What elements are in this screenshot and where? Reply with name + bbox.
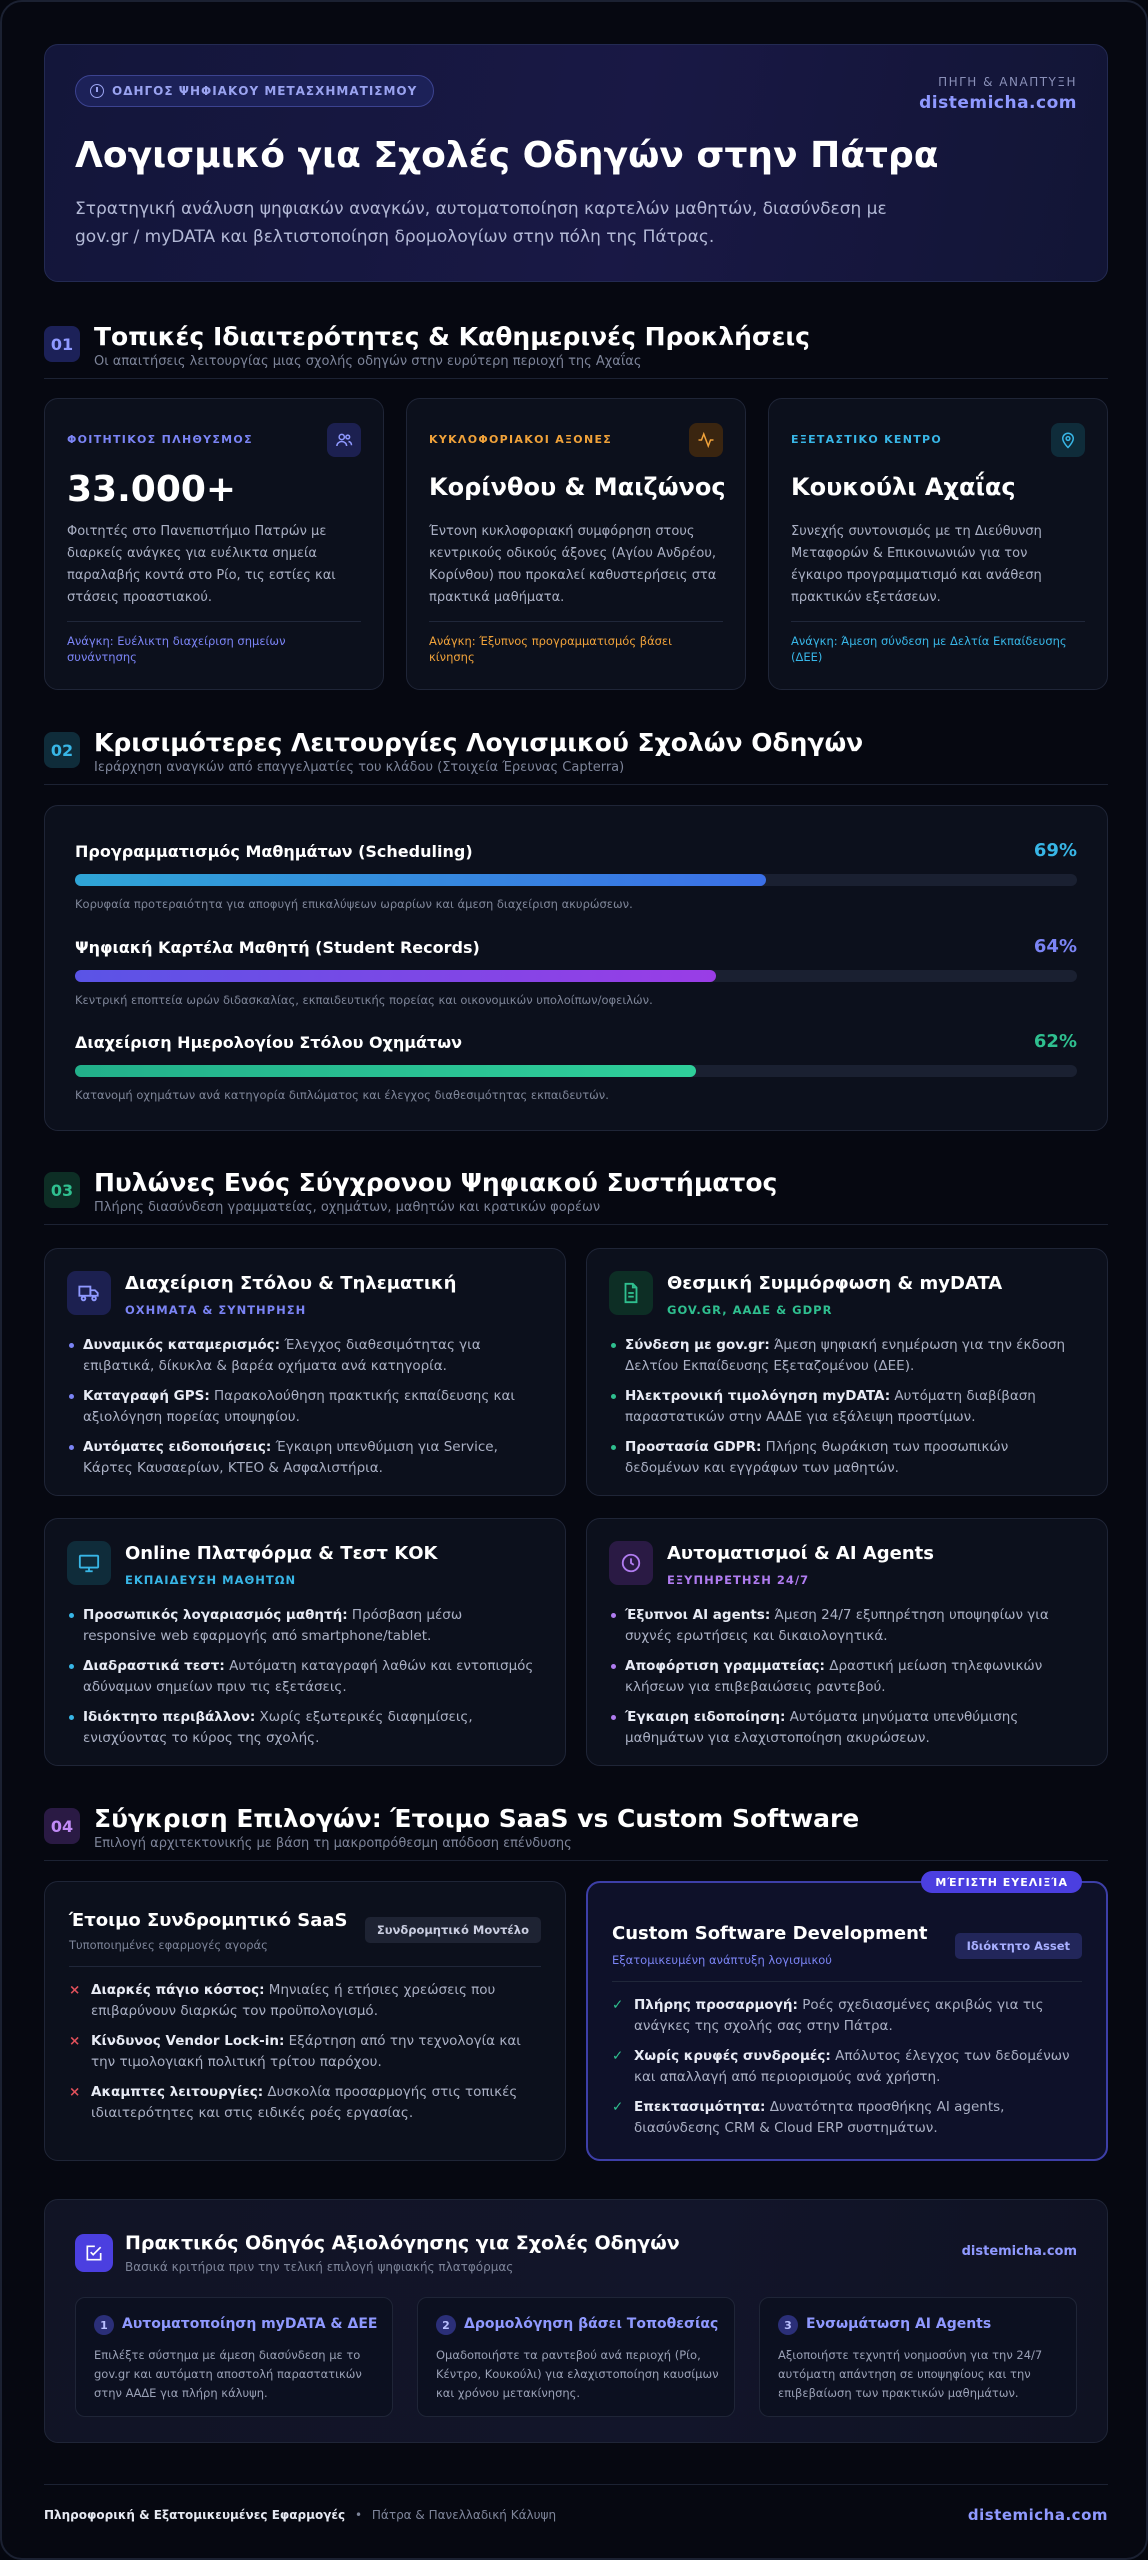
option-subtitle: Τυποποιημένες εφαρμογές αγοράς — [69, 1938, 268, 1952]
list-item: × Διαρκές πάγιο κόστος: Μηνιαίες ή ετήσιες χρεώσεις που επιβαρύνουν διαρκώς τον προϋπολογισμό. — [69, 1982, 496, 2019]
document-icon — [609, 1271, 653, 1315]
step-title: Δρομολόγηση βάσει Τοποθεσίας — [464, 2316, 719, 2332]
pillar-title: Θεσμική Συμμόρφωση & myDATA — [667, 1273, 1003, 1294]
list-item: ✓ Χωρίς κρυφές συνδρομές: Απόλυτος έλεγχος των δεδομένων και απαλλαγή από περιορισμούς ανά χρήστη. — [612, 2048, 1070, 2085]
guide-subtitle: Βασικά κριτήρια πριν την τελική επιλογή ψηφιακής πλατφόρμας — [125, 2260, 514, 2274]
card-label: ΕΞΕΤΑΣΤΙΚΟ ΚΕΝΤΡΟ — [791, 433, 943, 446]
pillar-title: Online Πλατφόρμα & Τεστ ΚΟΚ — [125, 1543, 438, 1564]
section-title: Τοπικές Ιδιαιτερότητες & Καθημερινές Προκλήσεις — [94, 322, 810, 351]
option-list — [612, 1995, 1082, 2148]
challenge-card-traffic — [406, 398, 746, 690]
section-2-header — [44, 728, 1108, 788]
card-text: Συνεχής συντονισμός με τη Διεύθυνση Μεταφορών & Επικοινωνιών για τον έγκαιρο προγραμματισμό και ανάθεση πρακτικών εξετάσεων. — [791, 524, 1042, 605]
section-subtitle: Πλήρης διασύνδεση γραμματείας, οχημάτων, μαθητών και κρατικών φορέων — [94, 1200, 601, 1215]
progress-track — [75, 970, 1077, 982]
card-need: Ανάγκη: Άμεση σύνδεση με Δελτία Εκπαίδευσης (ΔΕΕ) — [791, 634, 1067, 664]
challenge-card-exam-center — [768, 398, 1108, 690]
source-block — [919, 75, 1077, 113]
card-headline: Κορίνθου & Μαιζώνος — [429, 473, 726, 501]
progress-track — [75, 874, 1077, 886]
bar-description: Κεντρική εποπτεία ωρών διδασκαλίας, εκπαιδευτικής πορείας και οικονομικών υπολοίπων/οφειλών. — [75, 993, 653, 1007]
pillar-list — [609, 1335, 1079, 1488]
footer-coverage: Πάτρα & Πανελλαδική Κάλυψη — [371, 2508, 557, 2522]
pillar-subtitle: ΟΧΗΜΑΤΑ & ΣΥΝΤΗΡΗΣΗ — [125, 1303, 307, 1317]
check-icon: ✓ — [612, 1997, 624, 2013]
progress-fill — [75, 1065, 696, 1077]
list-item: Έγκαιρη ειδοποίηση: Αυτόματα μηνύματα υπενθύμισης μαθημάτων για ελαχιστοποίηση ακυρώσεων. — [609, 1707, 1079, 1749]
list-item: Έξυπνοι AI agents: Άμεση 24/7 εξυπηρέτηση υποψηφίων για συχνές ερωτήσεις και δικαιολογητικά. — [609, 1605, 1079, 1647]
option-list — [69, 1980, 539, 2133]
divider — [44, 1224, 1108, 1225]
pillar-card-fleet — [44, 1248, 566, 1496]
section-1-header — [44, 322, 1108, 382]
card-need: Ανάγκη: Έξυπνος προγραμματισμός βάσει κίνησης — [429, 634, 673, 664]
card-headline: 33.000+ — [67, 469, 237, 510]
progress-track — [75, 1065, 1077, 1077]
section-number: 03 — [44, 1172, 80, 1208]
pillar-card-automation — [586, 1518, 1108, 1766]
step-title: Ενσωμάτωση AI Agents — [806, 2316, 992, 2332]
list-item: Δυναμικός καταμερισμός: Έλεγχος διαθεσιμότητας για επιβατικά, δίκυκλα & βαρέα οχήματα ανά κατηγορία. — [67, 1335, 537, 1377]
bar-percent: 64% — [1033, 936, 1077, 957]
hero-description: Στρατηγική ανάλυση ψηφιακών αναγκών, αυτοματοποίηση καρτελών μαθητών, διασύνδεση με gov.gr / myDATA και βελτιστοποίηση δρομολογίων στην πόλη της Πάτρας. — [75, 199, 887, 247]
users-icon — [327, 423, 361, 457]
progress-fill — [75, 970, 716, 982]
list-item: Προσωπικός λογαριασμός μαθητή: Πρόσβαση μέσω responsive web εφαρμογής από smartphone/tablet. — [67, 1605, 537, 1647]
list-item: Ιδιόκτητο περιβάλλον: Χωρίς εξωτερικές διαφημίσεις, ενισχύοντας το κύρος της σχολής. — [67, 1707, 537, 1749]
asset-badge: Ιδιόκτητο Asset — [955, 1933, 1082, 1959]
hero-tag — [75, 75, 434, 107]
pillar-subtitle: ΕΚΠΑΙΔΕΥΣΗ ΜΑΘΗΤΩΝ — [125, 1573, 297, 1587]
guide-step-3 — [759, 2297, 1077, 2417]
list-item: Διαδραστικά τεστ: Αυτόματη καταγραφή λαθών και εντοπισμός αδύναμων σημείων πριν τις εξετάσεις. — [67, 1656, 537, 1698]
step-text: Αξιοποιήστε τεχνητή νοημοσύνη για την 24/7 αυτόματη απάντηση σε υποψηφίους και την επιβεβαίωση των πρακτικών μαθημάτων. — [778, 2348, 1043, 2400]
list-item: Σύνδεση με gov.gr: Άμεση ψηφιακή ενημέρωση για την έκδοση Δελτίου Εκπαίδευσης Εξεταζομένου (ΔΕΕ). — [609, 1335, 1079, 1377]
bar-title: Διαχείριση Ημερολογίου Στόλου Οχημάτων — [75, 1033, 463, 1052]
local-challenges-cards — [44, 398, 1108, 690]
bar-description: Κατανομή οχημάτων ανά κατηγορία διπλώματος και έλεγχος διαθεσιμότητας εκπαιδευτών. — [75, 1088, 609, 1102]
list-item: Προστασία GDPR: Πλήρης θωράκιση των προσωπικών δεδομένων και εγγράφων των μαθητών. — [609, 1437, 1079, 1479]
check-icon: ✓ — [612, 2099, 624, 2115]
list-item: Αυτόματες ειδοποιήσεις: Έγκαιρη υπενθύμιση για Service, Κάρτες Καυσαερίων, ΚΤΕΟ & Ασφαλιστήρια. — [67, 1437, 537, 1479]
list-item: × Κίνδυνος Vendor Lock-in: Εξάρτηση από την τεχνολογία και την τιμολογιακή πολιτική τρίτου παρόχου. — [69, 2033, 521, 2070]
section-number: 01 — [44, 326, 80, 362]
footer-site-link[interactable]: distemicha.com — [967, 2506, 1108, 2524]
step-number: 1 — [94, 2315, 114, 2335]
source-site-link[interactable]: distemicha.com — [919, 93, 1077, 113]
step-number: 3 — [778, 2315, 798, 2335]
guide-title: Πρακτικός Οδηγός Αξιολόγησης για Σχολές Οδηγών — [125, 2232, 680, 2254]
divider — [44, 1860, 1108, 1861]
section-4-header — [44, 1804, 1108, 1864]
location-pin-icon — [1051, 423, 1085, 457]
section-title: Σύγκριση Επιλογών: Έτοιμο SaaS vs Custom Software — [94, 1804, 860, 1833]
monitor-icon — [67, 1541, 111, 1585]
saas-option-card — [44, 1881, 566, 2161]
custom-option-card — [586, 1875, 1108, 2161]
clock-icon — [90, 84, 104, 98]
divider — [44, 784, 1108, 785]
hero-tag-label: ΟΔΗΓΟΣ ΨΗΦΙΑΚΟΥ ΜΕΤΑΣΧΗΜΑΤΙΣΜΟΥ — [112, 84, 418, 98]
divider — [44, 378, 1108, 379]
option-title: Έτοιμο Συνδρομητικό SaaS — [69, 1910, 348, 1931]
source-label: ΠΗΓΗ & ΑΝΑΠΤΥΞΗ — [938, 75, 1077, 89]
bar-title: Ψηφιακή Καρτέλα Μαθητή (Student Records) — [75, 938, 480, 957]
divider — [429, 621, 723, 622]
evaluation-guide-panel — [44, 2199, 1108, 2443]
bar-description: Κορυφαία προτεραιότητα για αποφυγή επικαλύψεων ωραρίων και άμεση διαχείριση ακυρώσεων. — [75, 897, 633, 911]
card-text: Έντονη κυκλοφοριακή συμφόρηση στους κεντρικούς οδικούς άξονες (Αγίου Ανδρέου, Κορίνθου) που προκαλεί καθυστερήσεις στα πρακτικά μαθήματα. — [429, 524, 717, 605]
divider — [67, 621, 361, 622]
pillar-card-compliance — [586, 1248, 1108, 1496]
divider — [612, 1981, 1082, 1982]
bar-title: Προγραμματισμός Μαθημάτων (Scheduling) — [75, 842, 473, 861]
section-subtitle: Επιλογή αρχιτεκτονικής με βάση τη μακροπρόθεσμη απόδοση επένδυσης — [94, 1836, 572, 1851]
max-flexibility-badge: ΜΈΓΙΣΤΗ ΕΥΕΛΙΞΊΑ — [921, 1871, 1082, 1893]
footer-services: Πληροφορική & Εξατομικευμένες Εφαρμογές — [44, 2508, 346, 2522]
step-text: Ομαδοποιήστε τα ραντεβού ανά περιοχή (Ρίο, Κέντρο, Κουκούλι) για ελαχιστοποίηση καυσίμων και χρόνου μετακίνησης. — [436, 2348, 719, 2400]
step-title: Αυτοματοποίηση myDATA & ΔΕΕ — [122, 2316, 378, 2332]
comparison-grid — [44, 1875, 1108, 2161]
section-title: Πυλώνες Ενός Σύγχρονου Ψηφιακού Συστήματος — [94, 1168, 778, 1197]
list-item: ✓ Επεκτασιμότητα: Δυνατότητα προσθήκης AI agents, διασύνδεσης CRM & Cloud ERP συστημάτων. — [612, 2099, 1005, 2136]
card-label: ΚΥΚΛΟΦΟΡΙΑΚΟΙ ΑΞΟΝΕΣ — [429, 433, 613, 446]
clock-icon — [609, 1541, 653, 1585]
list-item: Ηλεκτρονική τιμολόγηση myDATA: Αυτόματη διαβίβαση παραστατικών στην ΑΑΔΕ για εξάλειψη προστίμων. — [609, 1386, 1079, 1428]
checkbox-edit-icon — [75, 2234, 113, 2272]
section-number: 04 — [44, 1808, 80, 1844]
challenge-card-students — [44, 398, 384, 690]
guide-step-1 — [75, 2297, 393, 2417]
model-badge: Συνδρομητικό Μοντέλο — [365, 1917, 541, 1943]
pillar-title: Αυτοματισμοί & AI Agents — [667, 1543, 934, 1564]
footer-separator: • — [355, 2508, 363, 2522]
truck-icon — [67, 1271, 111, 1315]
footer — [44, 2484, 1108, 2544]
list-item: × Ακαμπτες λειτουργίες: Δυσκολία προσαρμογής στις τοπικές ιδιαιτερότητες και στις ειδικές ροές εργασίας. — [69, 2084, 518, 2121]
cross-icon: × — [69, 1982, 81, 1998]
card-headline: Κουκούλι Αχαΐας — [791, 473, 1016, 501]
section-subtitle: Ιεράρχηση αναγκών από επαγγελματίες του κλάδου (Στοιχεία Έρευνας Capterra) — [94, 760, 625, 775]
divider — [791, 621, 1085, 622]
section-number: 02 — [44, 732, 80, 768]
pillar-subtitle: GOV.GR, ΑΑΔΕ & GDPR — [667, 1303, 833, 1317]
bar-percent: 62% — [1033, 1031, 1077, 1052]
progress-fill — [75, 874, 766, 886]
step-number: 2 — [436, 2315, 456, 2335]
option-subtitle: Εξατομικευμένη ανάπτυξη λογισμικού — [612, 1953, 832, 1967]
hero-banner — [44, 44, 1108, 282]
check-icon: ✓ — [612, 2048, 624, 2064]
pillar-card-online-platform — [44, 1518, 566, 1766]
features-ranking-panel — [44, 805, 1108, 1131]
list-item: Καταγραφή GPS: Παρακολούθηση πρακτικής εκπαίδευσης και αξιολόγηση πορείας υποψηφίου. — [67, 1386, 537, 1428]
divider — [69, 1966, 541, 1967]
activity-icon — [689, 423, 723, 457]
card-text: Φοιτητές στο Πανεπιστήμιο Πατρών με διαρκείς ανάγκες για ευέλικτα σημεία παραλαβής κοντά στο Ρίο, τις εστίες και στάσεις προαστιακού. — [67, 524, 336, 605]
section-title: Κρισιμότερες Λειτουργίες Λογισμικού Σχολών Οδηγών — [94, 728, 864, 757]
pillars-grid — [44, 1248, 1108, 1766]
section-3-header — [44, 1168, 1108, 1228]
section-subtitle: Οι απαιτήσεις λειτουργίας μιας σχολής οδηγών στην ευρύτερη περιοχή της Αχαΐας — [94, 354, 642, 369]
pillar-subtitle: ΕΞΥΠΗΡΕΤΗΣΗ 24/7 — [667, 1573, 810, 1587]
guide-site-link[interactable]: distemicha.com — [961, 2244, 1077, 2259]
card-label: ΦΟΙΤΗΤΙΚΟΣ ΠΛΗΘΥΣΜΟΣ — [67, 433, 253, 446]
pillar-list — [67, 1335, 537, 1488]
card-need: Ανάγκη: Ευέλικτη διαχείριση σημείων συνάντησης — [67, 634, 286, 664]
guide-step-2 — [417, 2297, 735, 2417]
list-item: Αποφόρτιση γραμματείας: Δραστική μείωση τηλεφωνικών κλήσεων για επιβεβαιώσεις ραντεβού. — [609, 1656, 1079, 1698]
pillar-list — [609, 1605, 1079, 1758]
divider — [44, 2484, 1108, 2485]
pillar-title: Διαχείριση Στόλου & Τηλεματική — [125, 1273, 457, 1294]
footer-info — [44, 2508, 556, 2522]
step-text: Επιλέξτε σύστημα με άμεση διασύνδεση με το gov.gr και αυτόματη αποστολή παραστατικών στην ΑΑΔΕ για πλήρη κάλυψη. — [94, 2348, 362, 2400]
cross-icon: × — [69, 2033, 81, 2049]
bar-percent: 69% — [1033, 840, 1077, 861]
pillar-list — [67, 1605, 537, 1758]
option-title: Custom Software Development — [612, 1923, 928, 1944]
cross-icon: × — [69, 2084, 81, 2100]
page-title: Λογισμικό για Σχολές Οδηγών στην Πάτρα — [75, 135, 939, 176]
list-item: ✓ Πλήρης προσαρμογή: Ροές σχεδιασμένες ακριβώς για τις ανάγκες της σχολής σας στην Πάτρα. — [612, 1997, 1044, 2034]
